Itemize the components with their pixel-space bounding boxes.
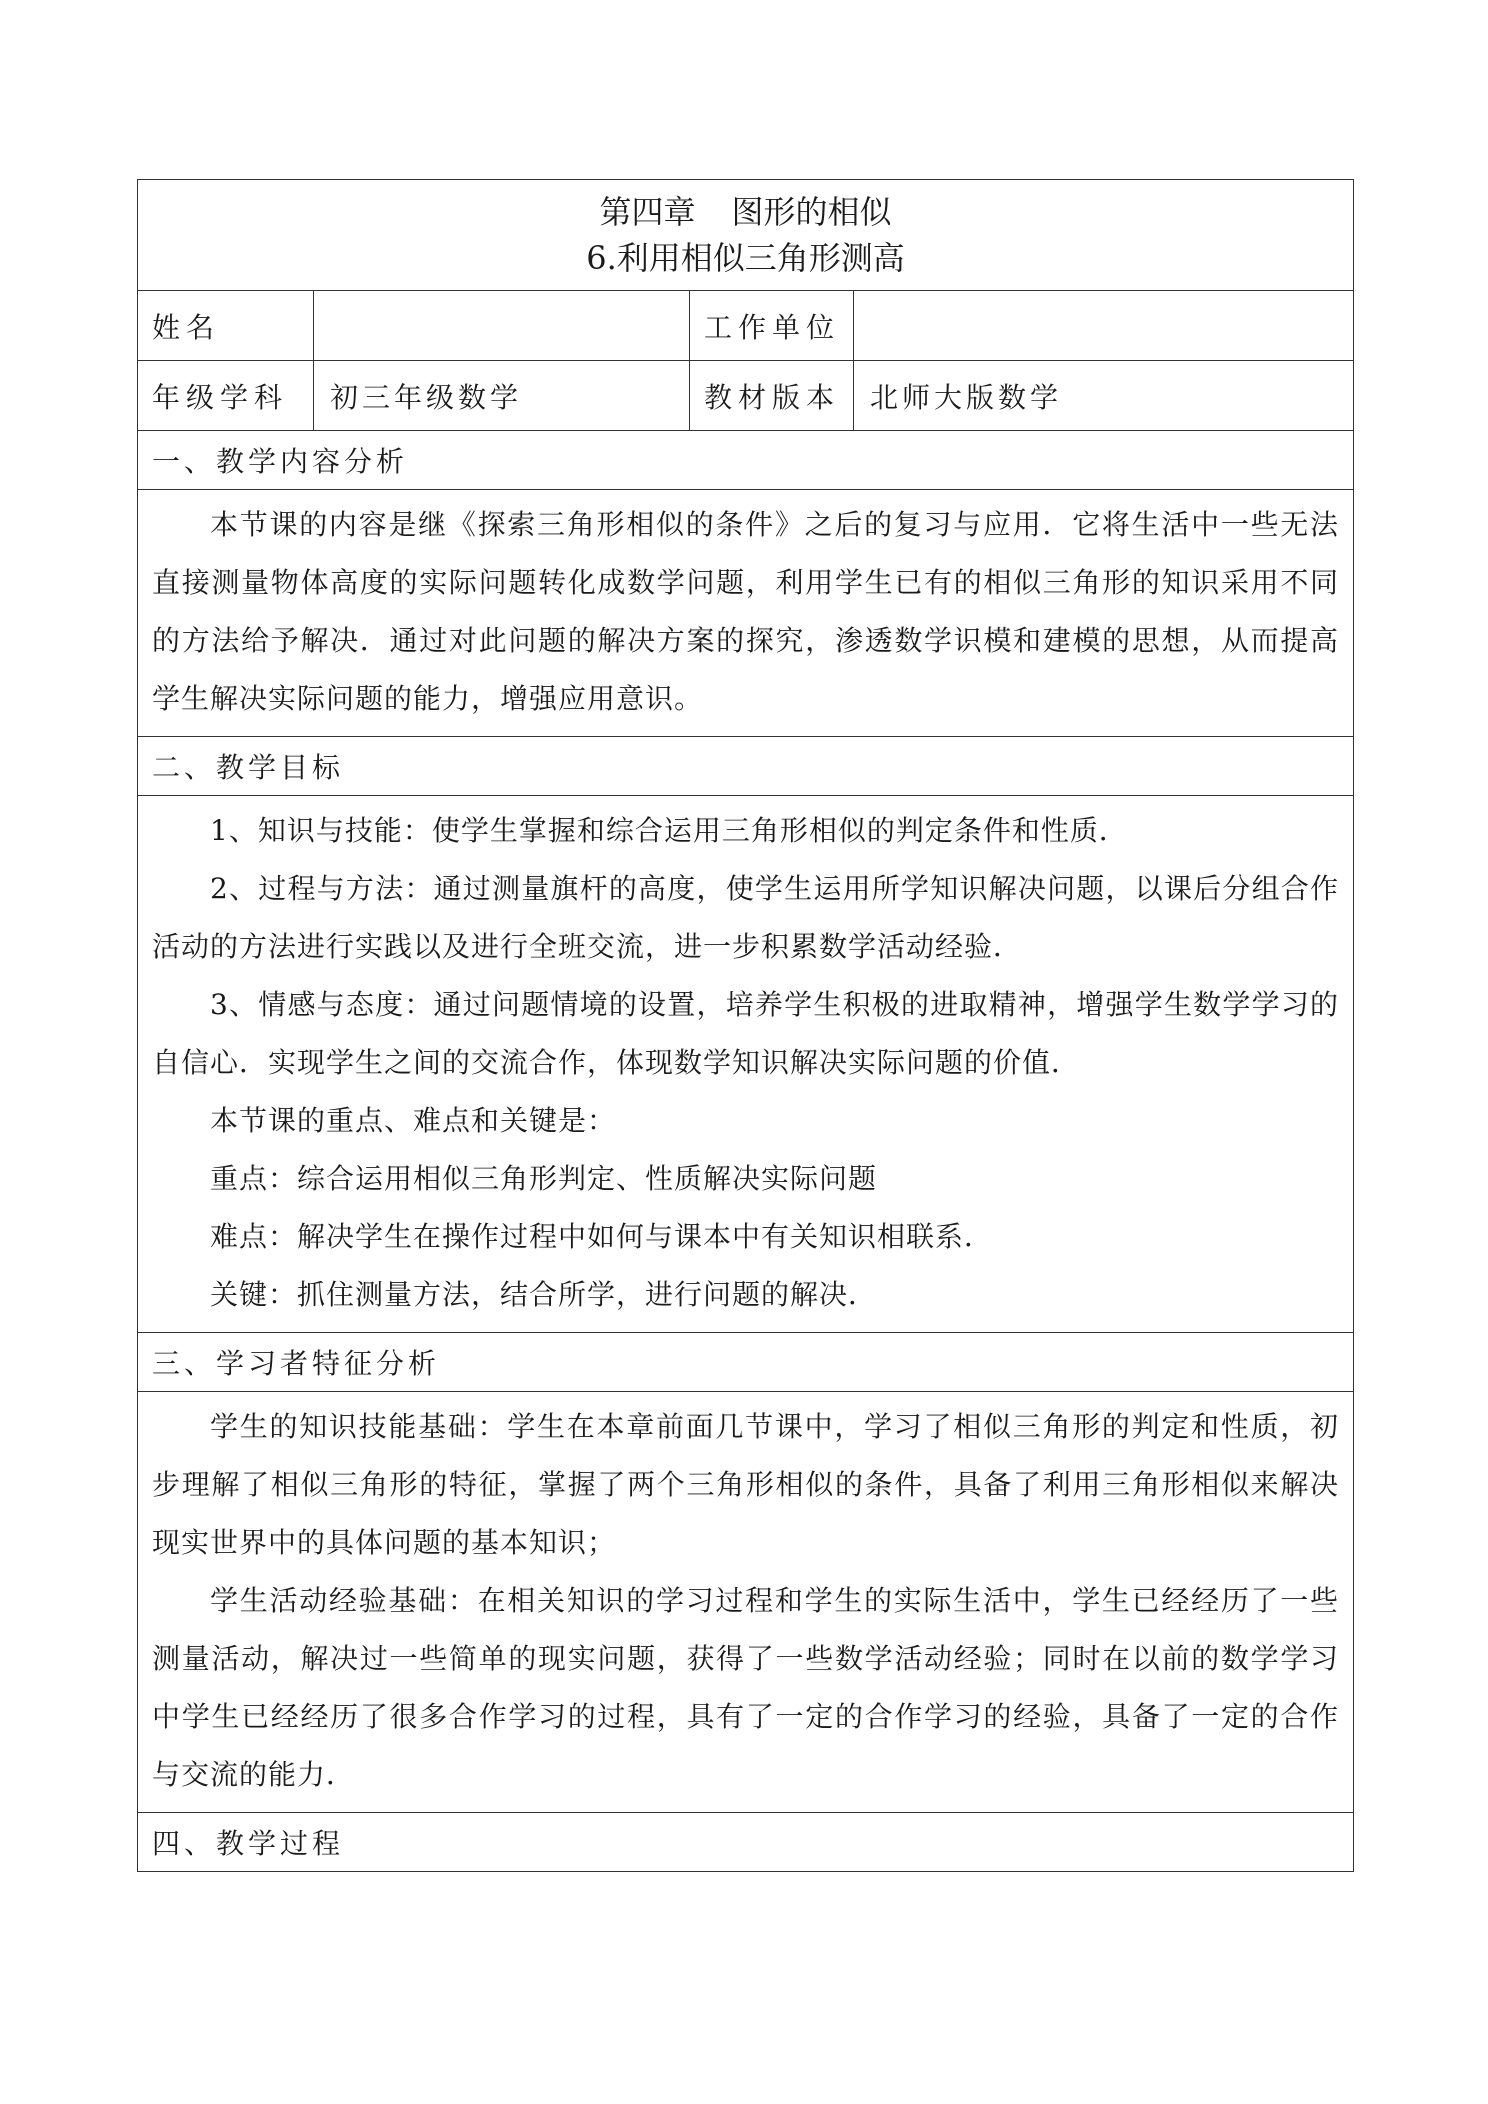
- learner-knowledge-paragraph: 学生的知识技能基础：学生在本章前面几节课中，学习了相似三角形的判定和性质，初步理解了相似三角形的特征，掌握了两个三角形相似的条件，具备了利用三角形相似来解决现实世界中的具体问题的基本知识；: [152, 1410, 1340, 1559]
- chapter-heading: [138, 189, 1353, 235]
- section-2-body: [138, 796, 1354, 1333]
- info-row-1: [138, 291, 1354, 361]
- org-value: [854, 291, 1354, 361]
- section-1-body-row: [138, 490, 1354, 737]
- section-1-body: [138, 490, 1354, 737]
- name-label: 姓名: [138, 291, 314, 361]
- grade-label: 年级学科: [138, 361, 314, 431]
- key-points-intro: 本节课的重点、难点和关键是：: [210, 1104, 617, 1137]
- section-4-title: 四、教学过程: [138, 1813, 1354, 1872]
- objective-emotion: 3、情感与态度：通过问题情境的设置，培养学生积极的进取精神，增强学生数学学习的自信心．实现学生之间的交流合作，体现数学知识解决实际问题的价值．: [152, 988, 1340, 1079]
- section-3-title: 三、学习者特征分析: [138, 1333, 1354, 1392]
- objective-knowledge: 1、知识与技能：使学生掌握和综合运用三角形相似的判定条件和性质．: [210, 814, 1128, 847]
- objective-process: 2、过程与方法：通过测量旗杆的高度，使学生运用所学知识解决问题，以课后分组合作活动的方法进行实践以及进行全班交流，进一步积累数学活动经验．: [152, 872, 1340, 963]
- lesson-plan-table: [137, 179, 1354, 1872]
- key-point-key: 关键：抓住测量方法，结合所学，进行问题的解决．: [210, 1278, 878, 1311]
- textbook-label: 教材版本: [690, 361, 854, 431]
- section-3-body: [138, 1392, 1354, 1813]
- section-2-title: 二、教学目标: [138, 737, 1354, 796]
- name-value: [314, 291, 690, 361]
- chapter-title: 图形的相似: [731, 193, 892, 231]
- lesson-title: 6.利用相似三角形测高: [586, 239, 905, 277]
- section-3-header-row: [138, 1333, 1354, 1392]
- info-row-2: [138, 361, 1354, 431]
- learner-experience-paragraph: 学生活动经验基础：在相关知识的学习过程和学生的实际生活中，学生已经经历了一些测量活动，解决过一些简单的现实问题，获得了一些数学活动经验；同时在以前的数学学习中学生已经经历了很多合作学习的过程，具有了一定的合作学习的经验，具备了一定的合作与交流的能力．: [152, 1584, 1340, 1791]
- section-1-header-row: [138, 431, 1354, 490]
- key-point-difficulty: 难点：解决学生在操作过程中如何与课本中有关知识相联系．: [210, 1220, 994, 1253]
- key-point-focus: 重点：综合运用相似三角形判定、性质解决实际问题: [210, 1162, 878, 1195]
- content-analysis-paragraph: 本节课的内容是继《探索三角形相似的条件》之后的复习与应用．它将生活中一些无法直接测量物体高度的实际问题转化成数学问题，利用学生已有的相似三角形的知识采用不同的方法给予解决．通过对此问题的解决方案的探究，渗透数学识模和建模的思想，从而提高学生解决实际问题的能力，增强应用意识。: [152, 508, 1340, 715]
- title-cell: [138, 180, 1354, 291]
- org-label: 工作单位: [690, 291, 854, 361]
- lesson-plan-document: [137, 179, 1353, 1872]
- section-4-header-row: [138, 1813, 1354, 1872]
- section-2-body-row: [138, 796, 1354, 1333]
- section-1-title: 一、教学内容分析: [138, 431, 1354, 490]
- textbook-value: 北师大版数学: [854, 361, 1354, 431]
- chapter-number: 第四章: [599, 193, 696, 231]
- grade-value: 初三年级数学: [314, 361, 690, 431]
- section-2-header-row: [138, 737, 1354, 796]
- section-3-body-row: [138, 1392, 1354, 1813]
- title-row: [138, 180, 1354, 291]
